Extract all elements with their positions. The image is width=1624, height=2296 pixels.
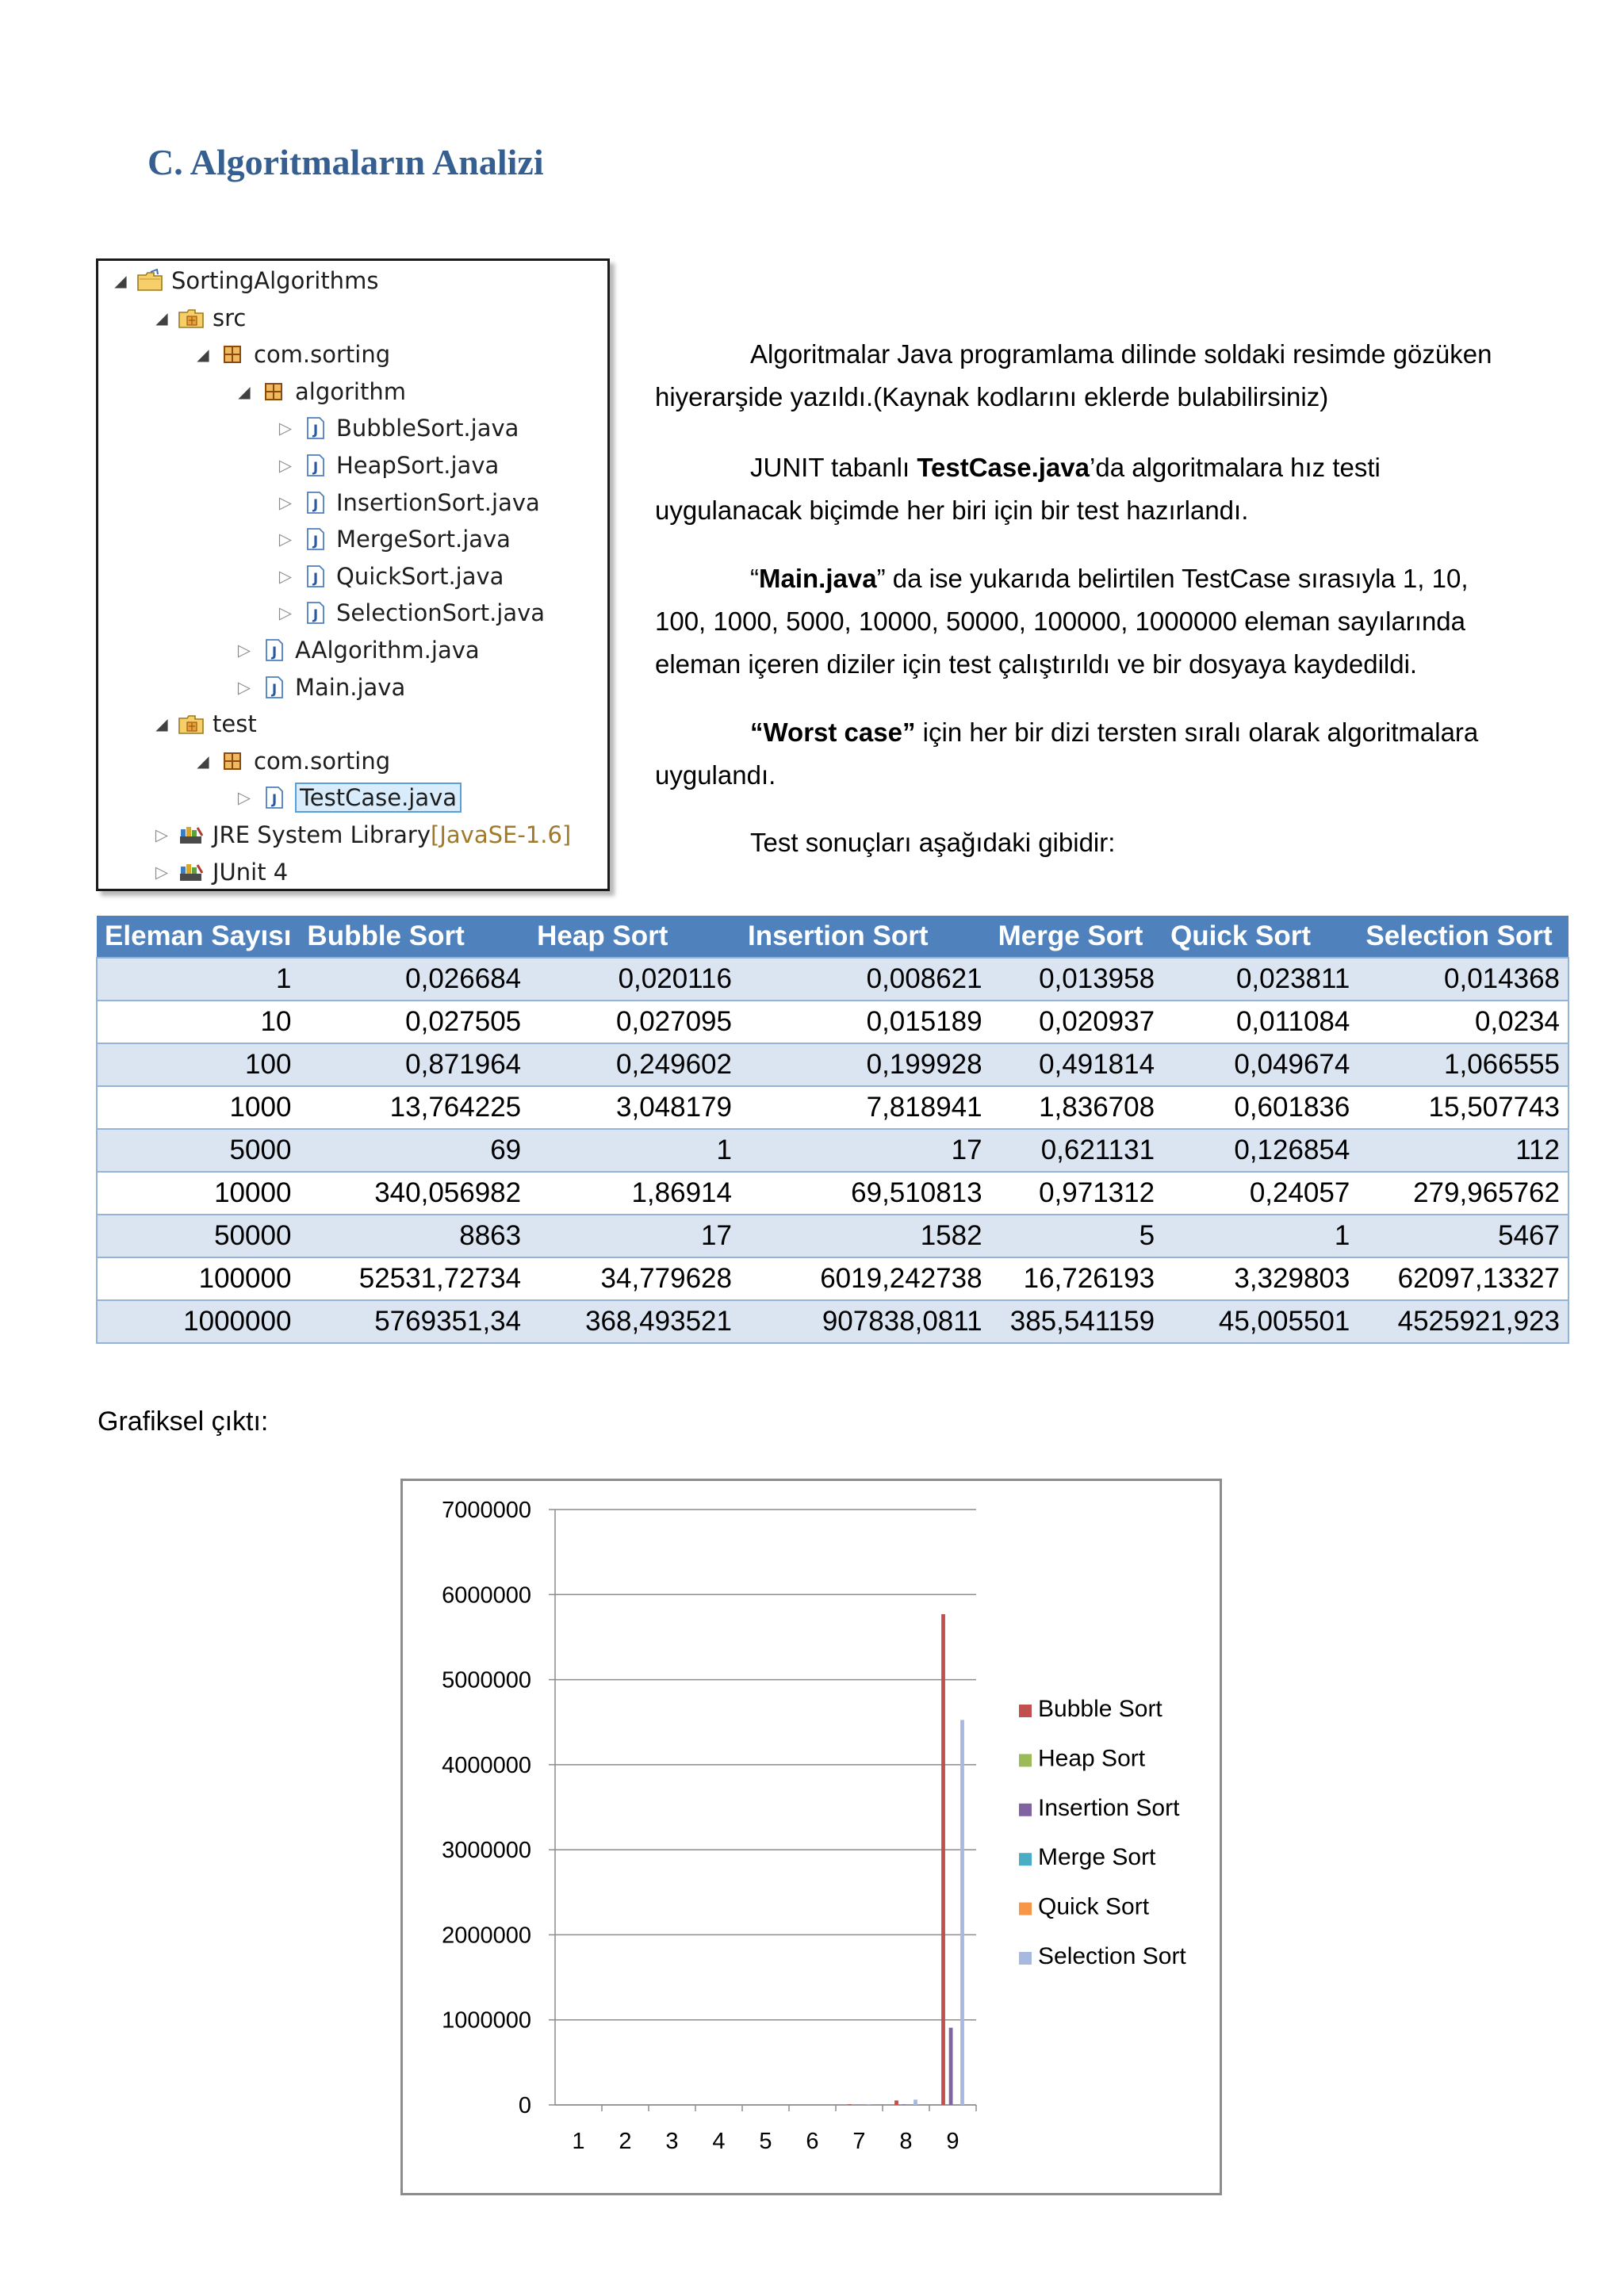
svg-text:J: J [312, 534, 319, 550]
package-icon [219, 342, 246, 366]
tree-item[interactable] [192, 744, 390, 779]
table-cell: 1 [1162, 1215, 1358, 1257]
table-cell: 0,023811 [1162, 958, 1358, 1001]
expanded-arrow-icon[interactable]: ◢ [114, 271, 127, 290]
table-header-row [97, 916, 1568, 958]
svg-text:J: J [312, 607, 319, 624]
table-cell: 340,056982 [299, 1172, 529, 1215]
tree-item[interactable] [274, 448, 499, 483]
table-cell: 1 [97, 958, 299, 1001]
table-cell: 100000 [97, 1257, 299, 1300]
expanded-arrow-icon[interactable]: ◢ [155, 714, 168, 734]
x-tick-label: 8 [899, 2129, 913, 2154]
tree-item-label: Main.java [295, 673, 406, 701]
table-cell: 1 [529, 1129, 740, 1172]
y-tick-label: 2000000 [442, 1923, 531, 1949]
results-table [96, 916, 1569, 1344]
java-file-icon [260, 675, 287, 699]
table-cell: 0,027095 [529, 1001, 740, 1043]
paragraph-3-bold: Main.java [759, 564, 877, 593]
table-cell: 7,818941 [740, 1086, 990, 1129]
paragraph-5 [655, 821, 1519, 864]
table-cell: 52531,72734 [299, 1257, 529, 1300]
tree-item[interactable] [151, 300, 246, 335]
table-cell: 13,764225 [299, 1086, 529, 1129]
chart-container [400, 1479, 1222, 2195]
table-header-cell: Insertion Sort [740, 916, 990, 958]
table-cell: 17 [740, 1129, 990, 1172]
table-row [97, 1129, 1568, 1172]
collapsed-arrow-icon[interactable]: ▷ [155, 825, 169, 844]
legend-label: Heap Sort [1038, 1745, 1146, 1772]
tree-item-label: HeapSort.java [336, 452, 500, 479]
collapsed-arrow-icon[interactable]: ▷ [237, 677, 251, 697]
tree-item-label: MergeSort.java [336, 526, 511, 553]
table-row [97, 1043, 1568, 1086]
svg-text:J: J [312, 460, 319, 476]
java-file-icon [301, 453, 328, 477]
table-row [97, 1172, 1568, 1215]
tree-item[interactable] [109, 263, 378, 298]
collapsed-arrow-icon[interactable]: ▷ [278, 566, 293, 586]
collapsed-arrow-icon[interactable]: ▷ [237, 788, 251, 808]
table-cell: 0,24057 [1162, 1172, 1358, 1215]
table-cell: 0,249602 [529, 1043, 740, 1086]
package-icon [260, 380, 287, 404]
svg-text:J: J [271, 792, 278, 809]
table-cell: 10000 [97, 1172, 299, 1215]
table-row [97, 1300, 1568, 1343]
tree-item[interactable] [274, 595, 545, 630]
table-header-cell: Bubble Sort [299, 916, 529, 958]
tree-item[interactable] [233, 670, 405, 705]
legend-label: Quick Sort [1038, 1893, 1150, 1920]
table-cell: 1582 [740, 1215, 990, 1257]
chart-bar [894, 2100, 898, 2105]
collapsed-arrow-icon[interactable]: ▷ [155, 862, 169, 882]
graph-label: Grafiksel çıktı: [98, 1406, 269, 1437]
tree-item-label: TestCase.java [295, 783, 462, 813]
table-cell: 6019,242738 [740, 1257, 990, 1300]
table-cell: 17 [529, 1215, 740, 1257]
table-cell: 0,601836 [1162, 1086, 1358, 1129]
table-cell: 0,871964 [299, 1043, 529, 1086]
tree-item-label: SelectionSort.java [336, 599, 546, 627]
paragraph-4-text: için her bir dizi tersten sıralı olarak algoritmalara uygulandı. [655, 718, 1479, 790]
table-cell: 4525921,923 [1358, 1300, 1568, 1343]
tree-item-label: test [213, 710, 257, 738]
chart-bar [867, 2104, 871, 2105]
y-tick-label: 4000000 [442, 1752, 531, 1778]
table-cell: 0,014368 [1358, 958, 1568, 1001]
tree-item-label: QuickSort.java [336, 562, 504, 590]
table-cell: 907838,0811 [740, 1300, 990, 1343]
table-cell: 1,066555 [1358, 1043, 1568, 1086]
x-tick-label: 7 [852, 2129, 866, 2154]
table-cell: 1000 [97, 1086, 299, 1129]
x-tick-label: 3 [665, 2129, 679, 2154]
table-row [97, 1086, 1568, 1129]
java-file-icon [301, 491, 328, 515]
chart-bar [960, 1720, 964, 2105]
table-cell: 0,126854 [1162, 1129, 1358, 1172]
library-icon [178, 823, 205, 847]
java-file-icon [301, 564, 328, 588]
collapsed-arrow-icon[interactable]: ▷ [278, 530, 293, 549]
paragraph-3 [655, 557, 1519, 686]
table-row [97, 1257, 1568, 1300]
table-cell: 112 [1358, 1129, 1568, 1172]
tree-item-label: JUnit 4 [213, 858, 289, 886]
tree-item-label: SortingAlgorithms [171, 267, 379, 294]
paragraph-2 [655, 446, 1519, 532]
tree-item-suffix: [JavaSE-1.6] [431, 821, 572, 848]
legend-swatch [1019, 1705, 1032, 1717]
table-header-cell: Quick Sort [1162, 916, 1358, 958]
source-folder-icon [178, 712, 205, 736]
x-tick-label: 6 [806, 2129, 819, 2154]
table-cell: 0,026684 [299, 958, 529, 1001]
table-cell: 0,0234 [1358, 1001, 1568, 1043]
tree-item-label: BubbleSort.java [336, 415, 519, 442]
tree-item-label: src [213, 304, 247, 331]
table-cell: 0,491814 [990, 1043, 1162, 1086]
legend-swatch [1019, 1903, 1032, 1915]
table-cell: 100 [97, 1043, 299, 1086]
project-explorer-tree [96, 258, 610, 891]
paragraph-3-text: ” da ise yukarıda belirtilen TestCase sırasıyla 1, 10, 100, 1000, 5000, 10000, 50000, 100000, 1000000 eleman sayılarında eleman içeren diziler için test çalıştırıldı ve bir dosyaya kaydedildi. [655, 564, 1469, 679]
chart-bar [949, 2028, 953, 2105]
table-cell: 0,199928 [740, 1043, 990, 1086]
legend-label: Merge Sort [1038, 1844, 1156, 1871]
tree-item[interactable] [233, 374, 406, 409]
svg-text:J: J [271, 681, 278, 698]
legend-swatch [1019, 1754, 1032, 1766]
svg-text:J: J [312, 570, 319, 587]
x-tick-label: 2 [619, 2129, 632, 2154]
tree-item-label: JRE System Library [213, 821, 431, 848]
y-tick-label: 6000000 [442, 1582, 531, 1609]
table-row [97, 1215, 1568, 1257]
legend-swatch [1019, 1952, 1032, 1965]
legend-swatch [1019, 1804, 1032, 1816]
table-cell: 8863 [299, 1215, 529, 1257]
paragraph-3-quote: “ [750, 564, 759, 593]
paragraph-4-bold: “Worst case” [750, 718, 916, 747]
source-folder-icon [178, 306, 205, 330]
tree-item[interactable] [274, 522, 511, 557]
tree-item[interactable] [151, 706, 257, 741]
expanded-arrow-icon[interactable]: ◢ [197, 751, 209, 771]
paragraph-2-text-b: ’da algoritmalara hız testi uygulanacak biçimde her biri için bir test hazırlandı. [655, 453, 1381, 525]
tree-item-label: com.sorting [254, 341, 391, 369]
table-cell: 5000 [97, 1129, 299, 1172]
paragraph-1 [655, 333, 1519, 419]
expanded-arrow-icon[interactable]: ◢ [238, 381, 251, 401]
chart-bar [941, 1614, 945, 2105]
table-cell: 15,507743 [1358, 1086, 1568, 1129]
paragraph-5-text: Test sonuçları aşağıdaki gibidir: [750, 828, 1116, 857]
table-cell: 0,020937 [990, 1001, 1162, 1043]
java-file-icon [301, 527, 328, 551]
table-cell: 5467 [1358, 1215, 1568, 1257]
tree-item[interactable] [192, 337, 390, 372]
table-cell: 368,493521 [529, 1300, 740, 1343]
library-icon [178, 860, 205, 884]
tree-item[interactable] [233, 633, 480, 668]
table-cell: 0,971312 [990, 1172, 1162, 1215]
svg-text:J: J [312, 496, 319, 513]
table-header-cell: Heap Sort [529, 916, 740, 958]
x-tick-label: 4 [712, 2129, 726, 2154]
paragraph-4 [655, 711, 1519, 797]
chart-bar [914, 2099, 917, 2105]
table-cell: 62097,13327 [1358, 1257, 1568, 1300]
collapsed-arrow-icon[interactable]: ▷ [278, 419, 293, 438]
tree-item[interactable] [274, 411, 519, 446]
table-cell: 5 [990, 1215, 1162, 1257]
tree-item[interactable] [233, 780, 462, 815]
y-tick-label: 7000000 [442, 1498, 531, 1523]
table-header-cell: Merge Sort [990, 916, 1162, 958]
package-icon [219, 749, 246, 773]
bar-chart [403, 1481, 1220, 2193]
legend-swatch [1019, 1853, 1032, 1866]
x-tick-label: 5 [759, 2129, 772, 2154]
java-file-icon [301, 416, 328, 440]
project-folder-icon [136, 269, 163, 293]
table-cell: 50000 [97, 1215, 299, 1257]
table-cell: 279,965762 [1358, 1172, 1568, 1215]
legend-label: Bubble Sort [1038, 1696, 1162, 1722]
paragraph-2-text-a: JUNIT tabanlı [750, 453, 917, 482]
expanded-arrow-icon[interactable]: ◢ [197, 345, 209, 365]
table-cell: 3,048179 [529, 1086, 740, 1129]
table-cell: 0,008621 [740, 958, 990, 1001]
collapsed-arrow-icon[interactable]: ▷ [278, 492, 293, 512]
table-cell: 0,011084 [1162, 1001, 1358, 1043]
table-row [97, 1001, 1568, 1043]
section-heading: C. Algoritmaların Analizi [147, 142, 544, 182]
legend-label: Insertion Sort [1038, 1794, 1180, 1821]
table-cell: 0,027505 [299, 1001, 529, 1043]
tree-item[interactable] [151, 855, 288, 890]
paragraph-2-bold: TestCase.java [917, 453, 1090, 482]
chart-bar [902, 2104, 906, 2105]
y-tick-label: 5000000 [442, 1667, 531, 1693]
table-cell: 45,005501 [1162, 1300, 1358, 1343]
table-cell: 1,86914 [529, 1172, 740, 1215]
table-cell: 0,020116 [529, 958, 740, 1001]
x-tick-label: 1 [572, 2129, 585, 2154]
table-header-cell: Eleman Sayısı [97, 916, 299, 958]
table-header-cell: Selection Sort [1358, 916, 1568, 958]
collapsed-arrow-icon[interactable]: ▷ [278, 603, 293, 623]
y-tick-label: 1000000 [442, 2007, 531, 2034]
table-cell: 0,621131 [990, 1129, 1162, 1172]
collapsed-arrow-icon[interactable]: ▷ [278, 456, 293, 475]
paragraph-1-text: Algoritmalar Java programlama dilinde soldaki resimde gözüken hiyerarşide yazıldı.(Kaynak kodlarını eklerde bulabilirsiniz) [655, 339, 1492, 411]
tree-item[interactable] [274, 559, 504, 594]
y-tick-label: 0 [518, 2093, 531, 2118]
table-row [97, 958, 1568, 1001]
table-cell: 0,015189 [740, 1001, 990, 1043]
svg-text:J: J [312, 423, 319, 439]
table-cell: 0,013958 [990, 958, 1162, 1001]
table-cell: 69 [299, 1129, 529, 1172]
table-cell: 385,541159 [990, 1300, 1162, 1343]
chart-bar [848, 2104, 852, 2105]
legend-label: Selection Sort [1038, 1943, 1186, 1969]
table-cell: 69,510813 [740, 1172, 990, 1215]
tree-item-label: algorithm [295, 377, 406, 405]
table-cell: 5769351,34 [299, 1300, 529, 1343]
tree-item-label: AAlgorithm.java [295, 637, 480, 664]
table-cell: 1,836708 [990, 1086, 1162, 1129]
java-file-icon [301, 601, 328, 625]
tree-item-label: InsertionSort.java [336, 488, 540, 516]
table-cell: 0,049674 [1162, 1043, 1358, 1086]
tree-item-label: com.sorting [254, 747, 391, 775]
table-cell: 16,726193 [990, 1257, 1162, 1300]
table-cell: 10 [97, 1001, 299, 1043]
collapsed-arrow-icon[interactable]: ▷ [237, 641, 251, 660]
table-cell: 3,329803 [1162, 1257, 1358, 1300]
expanded-arrow-icon[interactable]: ◢ [155, 308, 168, 327]
java-file-icon [260, 638, 287, 662]
java-file-icon [260, 786, 287, 809]
table-cell: 34,779628 [529, 1257, 740, 1300]
svg-text:J: J [271, 645, 278, 660]
x-tick-label: 9 [946, 2129, 959, 2154]
tree-item[interactable] [151, 817, 571, 852]
tree-item[interactable] [274, 485, 540, 520]
y-tick-label: 3000000 [442, 1838, 531, 1864]
table-cell: 1000000 [97, 1300, 299, 1343]
